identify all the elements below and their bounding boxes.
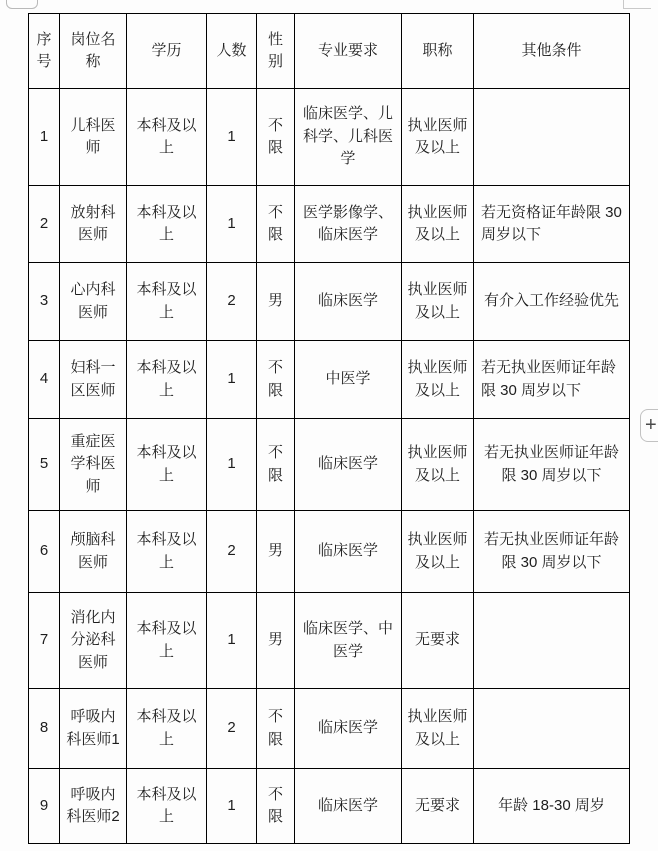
column-header: 人数 [207,14,257,89]
cell-title: 执业医师及以上 [402,263,474,341]
cell-no: 1 [29,89,60,186]
clipped-button-fragment [6,0,38,9]
cell-education: 本科及以上 [127,769,207,844]
cell-position: 心内科医师 [60,263,127,341]
table-row [29,689,630,769]
cell-other: 若无执业医师证年龄限 30 周岁以下 [474,341,630,419]
table-row [29,593,630,689]
cell-no: 4 [29,341,60,419]
cell-education: 本科及以上 [127,593,207,689]
cell-major: 临床医学 [295,511,402,593]
column-header: 序号 [29,14,60,89]
cell-count: 1 [207,419,257,511]
cell-count: 1 [207,593,257,689]
cell-major: 临床医学 [295,263,402,341]
cell-count: 2 [207,511,257,593]
table-row [29,263,630,341]
cell-no: 3 [29,263,60,341]
cell-other [474,89,630,186]
cell-gender: 不限 [257,89,295,186]
cell-no: 2 [29,186,60,263]
cell-position: 呼吸内科医师2 [60,769,127,844]
cell-gender: 不限 [257,419,295,511]
cell-no: 9 [29,769,60,844]
page-margin-corner-mark [623,0,651,9]
cell-title: 无要求 [402,593,474,689]
add-button[interactable] [640,409,658,442]
recruitment-positions-table [28,13,630,844]
cell-gender: 不限 [257,341,295,419]
cell-no: 6 [29,511,60,593]
cell-count: 1 [207,769,257,844]
table-row [29,89,630,186]
cell-position: 消化内分泌科医师 [60,593,127,689]
cell-other: 若无资格证年龄限 30 周岁以下 [474,186,630,263]
cell-position: 呼吸内科医师1 [60,689,127,769]
cell-count: 1 [207,186,257,263]
header-row [29,14,630,89]
column-header: 岗位名称 [60,14,127,89]
cell-other [474,689,630,769]
table-row [29,341,630,419]
cell-count: 1 [207,89,257,186]
cell-title: 执业医师及以上 [402,186,474,263]
cell-gender: 男 [257,511,295,593]
cell-gender: 不限 [257,689,295,769]
cell-title: 执业医师及以上 [402,689,474,769]
cell-gender: 男 [257,263,295,341]
cell-no: 5 [29,419,60,511]
cell-title: 执业医师及以上 [402,89,474,186]
cell-gender: 男 [257,593,295,689]
cell-other: 有介入工作经验优先 [474,263,630,341]
cell-major: 中医学 [295,341,402,419]
cell-position: 妇科一区医师 [60,341,127,419]
table-row [29,186,630,263]
cell-position: 放射科医师 [60,186,127,263]
cell-no: 8 [29,689,60,769]
cell-education: 本科及以上 [127,419,207,511]
cell-count: 1 [207,341,257,419]
cell-position: 重症医学科医师 [60,419,127,511]
cell-major: 临床医学、中医学 [295,593,402,689]
table-row [29,769,630,844]
cell-title: 执业医师及以上 [402,511,474,593]
cell-no: 7 [29,593,60,689]
column-header: 学历 [127,14,207,89]
column-header: 职称 [402,14,474,89]
cell-education: 本科及以上 [127,186,207,263]
cell-other [474,593,630,689]
column-header: 性别 [257,14,295,89]
cell-education: 本科及以上 [127,341,207,419]
column-header: 专业要求 [295,14,402,89]
cell-count: 2 [207,263,257,341]
cell-count: 2 [207,689,257,769]
cell-education: 本科及以上 [127,511,207,593]
table-row [29,419,630,511]
cell-major: 医学影像学、临床医学 [295,186,402,263]
cell-education: 本科及以上 [127,89,207,186]
cell-gender: 不限 [257,769,295,844]
cell-major: 临床医学 [295,689,402,769]
cell-title: 无要求 [402,769,474,844]
table-body [29,89,630,844]
cell-major: 临床医学 [295,769,402,844]
cell-title: 执业医师及以上 [402,419,474,511]
cell-position: 颅脑科医师 [60,511,127,593]
cell-title: 执业医师及以上 [402,341,474,419]
table-row [29,511,630,593]
cell-gender: 不限 [257,186,295,263]
plus-icon: + [645,414,657,436]
cell-other: 若无执业医师证年龄限 30 周岁以下 [474,419,630,511]
cell-education: 本科及以上 [127,689,207,769]
column-header: 其他条件 [474,14,630,89]
cell-major: 临床医学 [295,419,402,511]
cell-other: 若无执业医师证年龄限 30 周岁以下 [474,511,630,593]
cell-education: 本科及以上 [127,263,207,341]
cell-other: 年龄 18-30 周岁 [474,769,630,844]
table-header [29,14,630,89]
cell-position: 儿科医师 [60,89,127,186]
cell-major: 临床医学、儿科学、儿科医学 [295,89,402,186]
